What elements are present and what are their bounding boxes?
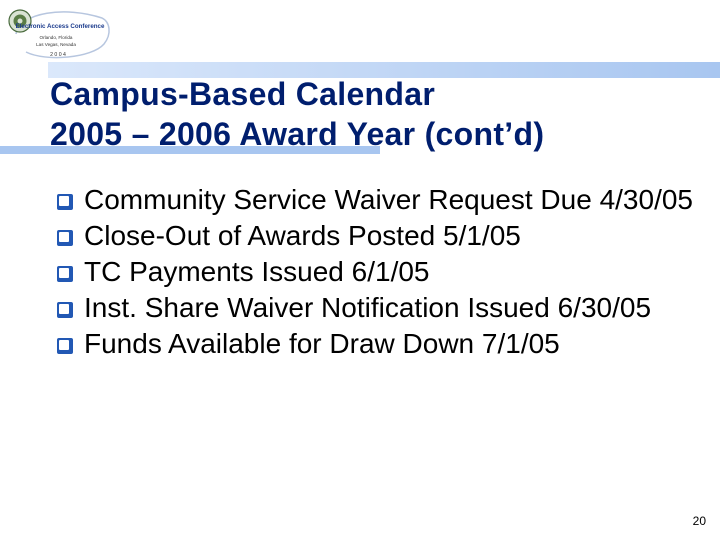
bullet-item bbox=[56, 182, 696, 218]
checkbox-bullet-icon bbox=[56, 337, 74, 355]
page-number: 20 bbox=[692, 514, 706, 528]
bullet-item bbox=[56, 290, 696, 326]
title-line-2: 2005 – 2006 Award Year (cont’d) bbox=[50, 116, 545, 152]
bullet-item bbox=[56, 218, 696, 254]
bullet-text: Inst. Share Waiver Notification Issued 6/30/05 bbox=[84, 292, 652, 323]
logo-graphic bbox=[6, 4, 114, 62]
slide-title bbox=[50, 74, 710, 154]
bullet-text: Community Service Waiver Request Due 4/30/05 bbox=[84, 184, 693, 215]
logo-line1: Electronic Access Conference bbox=[15, 23, 105, 30]
logo-line2: Orlando, Florida bbox=[39, 35, 73, 40]
checkbox-bullet-icon bbox=[56, 265, 74, 283]
title-line-1: Campus-Based Calendar bbox=[50, 76, 436, 112]
checkbox-bullet-icon bbox=[56, 193, 74, 211]
logo-line3: Las Vegas, Nevada bbox=[36, 42, 76, 47]
checkbox-bullet-icon bbox=[56, 229, 74, 247]
bullet-text: TC Payments Issued 6/1/05 bbox=[84, 256, 430, 287]
bullet-item bbox=[56, 254, 696, 290]
bullet-text: Funds Available for Draw Down 7/1/05 bbox=[84, 328, 560, 359]
bullet-text: Close-Out of Awards Posted 5/1/05 bbox=[84, 220, 521, 251]
bullet-item bbox=[56, 326, 696, 362]
checkbox-bullet-icon bbox=[56, 301, 74, 319]
bullet-list bbox=[56, 182, 696, 362]
logo-year: 2 0 0 4 bbox=[50, 52, 66, 58]
conference-logo bbox=[6, 4, 114, 62]
